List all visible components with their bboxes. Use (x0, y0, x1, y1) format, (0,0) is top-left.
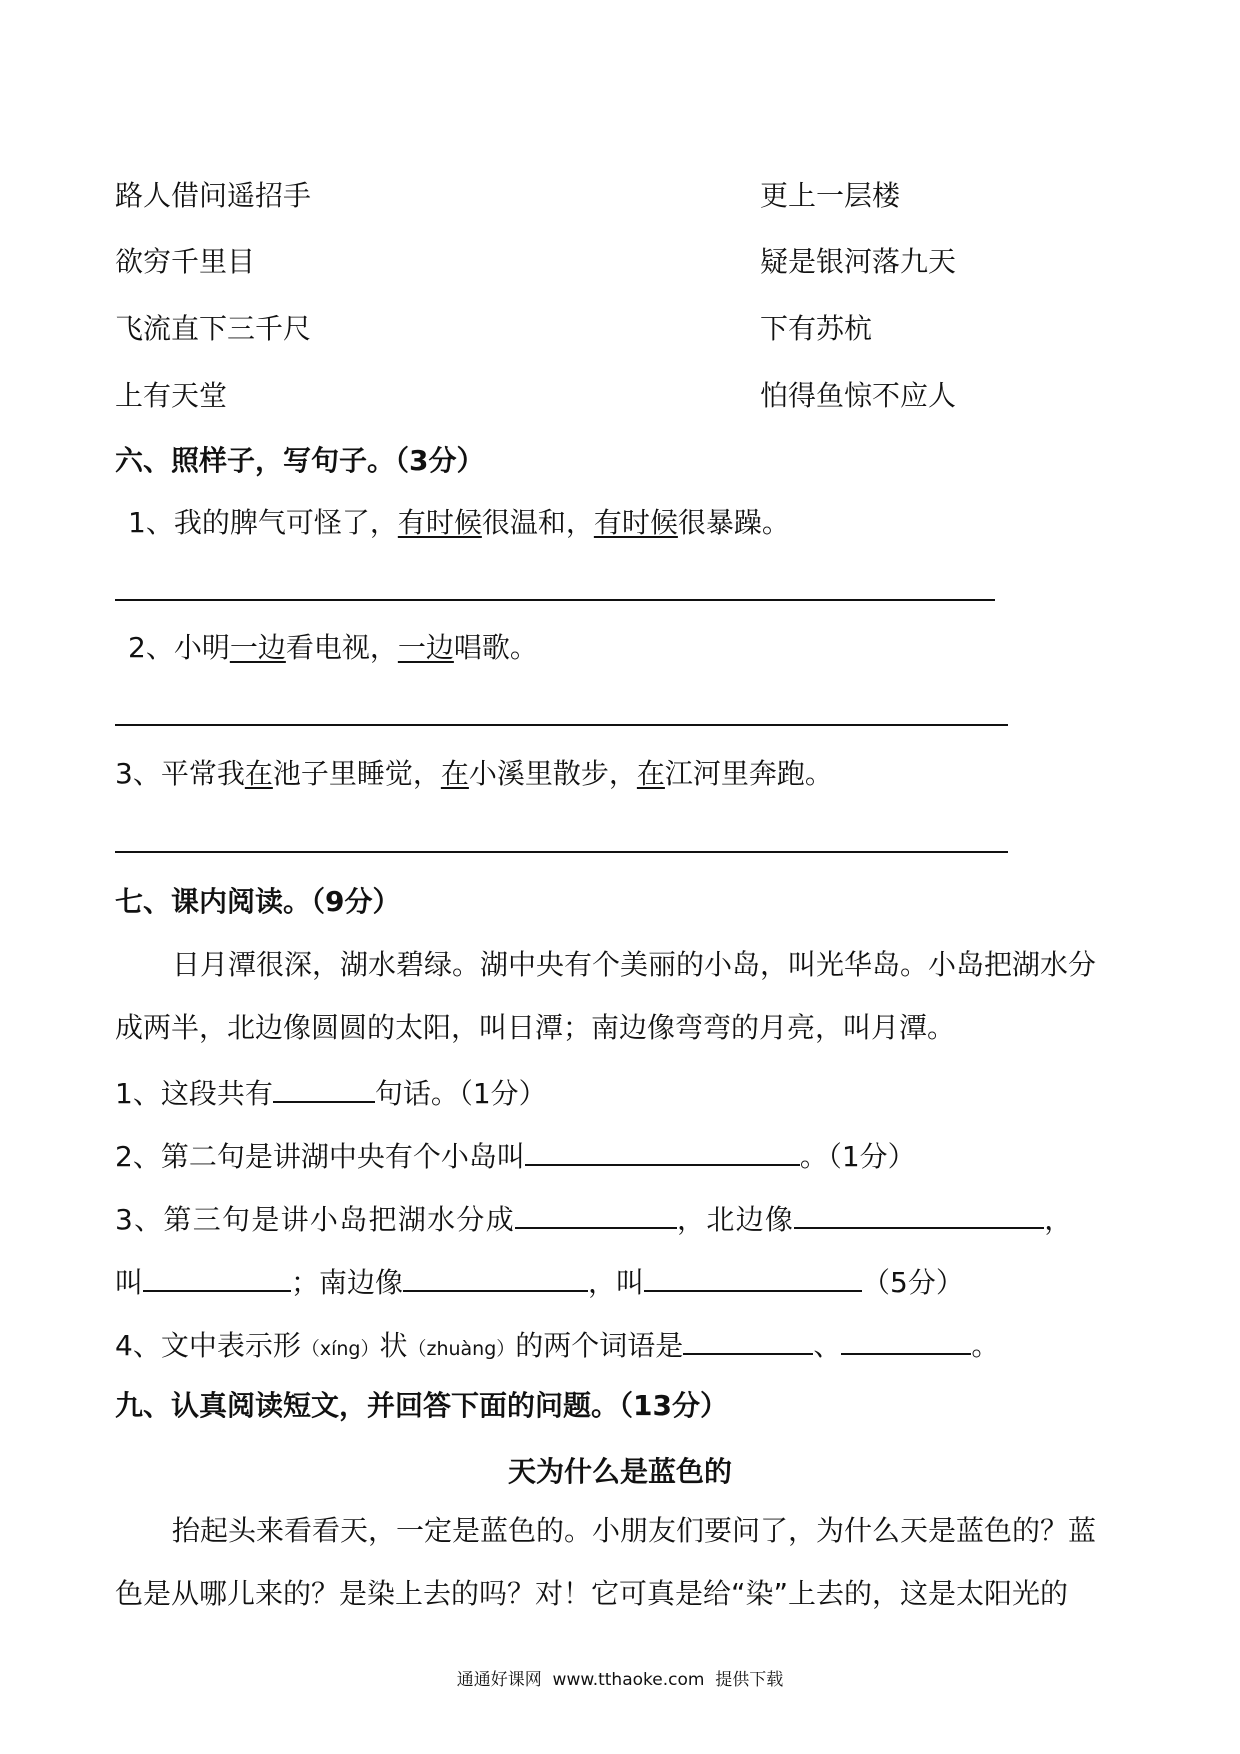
poem-right-line-1: 更上一层楼 (760, 179, 901, 212)
s7q4-pinyin-2: （zhuàng） (407, 1338, 516, 1360)
q1-answer-line[interactable] (115, 599, 995, 601)
s7q3b-text-a: 叫 (115, 1266, 144, 1299)
poem-right-line-3: 下有苏杭 (760, 312, 873, 345)
q3-text-c: 小溪里散步， (468, 757, 637, 790)
s7q3-blank-2[interactable] (794, 1199, 1044, 1229)
section7-heading: 七、课内阅读。（9分） (115, 885, 401, 918)
s7q3-text-a: 3、第三句是讲小岛把湖水分成 (115, 1203, 516, 1236)
s7q3b-text-d: （5分） (862, 1266, 964, 1299)
q3-text-a: 3、平常我 (115, 757, 245, 790)
s7q3-text-c: ， (1044, 1203, 1074, 1236)
q3-answer-line[interactable] (115, 851, 1008, 853)
section6-heading: 六、照样子，写句子。（3分） (115, 444, 485, 477)
s7q1-text-a: 1、这段共有 (115, 1077, 273, 1110)
s7q4-text-e: 。 (971, 1329, 1000, 1362)
section7-q3-continued (115, 1262, 964, 1301)
s7q4-text-d: 、 (813, 1329, 842, 1362)
q2-underlined-1: 一边 (229, 631, 286, 664)
s7q2-text-a: 2、第二句是讲湖中央有个小岛叫 (115, 1140, 525, 1173)
s7q4-text-b: 状 (379, 1329, 408, 1362)
s7q2-text-b: 。（1分） (799, 1140, 916, 1173)
poem-right-line-2: 疑是银河落九天 (760, 245, 957, 278)
passage-title: 天为什么是蓝色的 (507, 1455, 732, 1488)
q2-underlined-2: 一边 (397, 631, 454, 664)
poem-left-line-2: 欲穷千里目 (115, 245, 256, 278)
q1-text-c: 很暴躁。 (677, 506, 790, 539)
section6-q1 (128, 505, 790, 541)
section7-q1 (115, 1073, 547, 1112)
s7q3b-text-b: ；南边像 (291, 1266, 404, 1299)
q1-text-a: 1、我的脾气可怪了， (128, 506, 398, 539)
poem-left-line-4: 上有天堂 (115, 379, 228, 412)
s7q3b-text-c: ，叫 (588, 1266, 645, 1299)
s7q3b-blank-2[interactable] (403, 1262, 588, 1292)
section9-passage-line-2: 色是从哪儿来的？是染上去的吗？对！它可真是给“染”上去的，这是太阳光的 (115, 1577, 1069, 1610)
q2-answer-line[interactable] (115, 724, 1008, 726)
section6-q3 (115, 756, 833, 792)
section7-passage-line-1: 日月潭很深，湖水碧绿。湖中央有个美丽的小岛，叫光华岛。小岛把湖水分 (172, 948, 1097, 981)
q3-text-b: 池子里睡觉， (272, 757, 441, 790)
s7q3-text-b: ，北边像 (677, 1203, 795, 1236)
q1-text-b: 很温和， (481, 506, 594, 539)
q2-text-a: 2、小明 (128, 631, 230, 664)
s7q3-blank-1[interactable] (515, 1199, 677, 1229)
q2-text-b: 看电视， (285, 631, 398, 664)
s7q4-text-a: 4、文中表示形 (115, 1329, 301, 1362)
q3-underlined-1: 在 (244, 757, 273, 790)
section9-passage-line-1: 抬起头来看看天，一定是蓝色的。小朋友们要问了，为什么天是蓝色的？蓝 (172, 1514, 1097, 1547)
section7-q4 (115, 1325, 999, 1367)
footer-credit: 通通好课网 www.tthaoke.com 提供下载 (456, 1670, 784, 1690)
s7q1-text-b: 句话。（1分） (374, 1077, 547, 1110)
q1-underlined-2: 有时候 (593, 506, 678, 539)
section7-passage-line-2: 成两半，北边像圆圆的太阳，叫日潭；南边像弯弯的月亮，叫月潭。 (115, 1011, 956, 1044)
s7q4-pinyin-1: （xíng） (300, 1338, 380, 1360)
poem-left-line-3: 飞流直下三千尺 (115, 312, 312, 345)
s7q3b-blank-1[interactable] (143, 1262, 291, 1292)
poem-left-line-1: 路人借问遥招手 (115, 179, 312, 212)
section7-q3 (115, 1199, 1074, 1238)
s7q4-blank-1[interactable] (683, 1325, 813, 1355)
section7-q2 (115, 1136, 916, 1175)
q3-underlined-3: 在 (636, 757, 665, 790)
s7q4-blank-2[interactable] (841, 1325, 971, 1355)
q1-underlined-1: 有时候 (397, 506, 482, 539)
s7q2-blank[interactable] (525, 1136, 800, 1166)
section6-q2 (128, 630, 538, 666)
s7q3b-blank-3[interactable] (644, 1262, 862, 1292)
q2-text-c: 唱歌。 (453, 631, 538, 664)
q3-underlined-2: 在 (440, 757, 469, 790)
s7q4-text-c: 的两个词语是 (515, 1329, 684, 1362)
poem-right-line-4: 怕得鱼惊不应人 (760, 379, 957, 412)
section9-heading: 九、认真阅读短文，并回答下面的问题。（13分） (115, 1389, 728, 1422)
q3-text-d: 江河里奔跑。 (664, 757, 833, 790)
s7q1-blank[interactable] (273, 1073, 375, 1103)
